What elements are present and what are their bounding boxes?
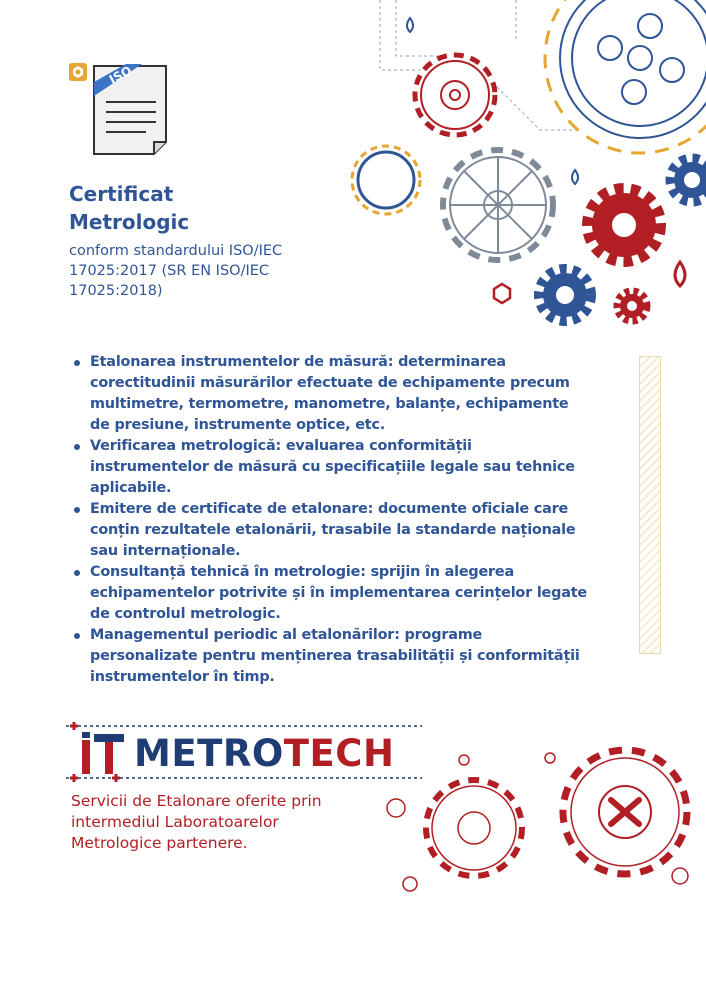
metrotech-wordmark bbox=[134, 733, 394, 775]
drop-icon bbox=[572, 170, 578, 184]
blue-gear-small-icon bbox=[670, 158, 706, 202]
iso-document-icon bbox=[66, 60, 172, 158]
services-list bbox=[72, 352, 592, 688]
red-outline-gear-icon bbox=[415, 55, 495, 135]
gear-right-icon bbox=[563, 750, 687, 874]
ring-icon bbox=[352, 146, 420, 214]
gray-gear-icon bbox=[443, 150, 553, 260]
small-circle-icon bbox=[387, 799, 405, 817]
red-gear-small-icon bbox=[617, 291, 647, 321]
title-line-1: Certificat bbox=[69, 182, 174, 206]
service-item: Verificarea metrologică: evaluarea conformității instrumentelor de măsură cu specificațiile legale sau tehnice aplicabile. bbox=[72, 436, 592, 499]
hexagon-icon bbox=[494, 284, 510, 303]
service-item: Consultanță tehnică în metrologie: sprijin în alegerea echipamentelor potrivite și în implementarea cerințelor legate de controlul metrologic. bbox=[72, 562, 592, 625]
gear-left-icon bbox=[426, 780, 522, 876]
logo-mark-icon bbox=[82, 732, 124, 774]
gears-illustration-top bbox=[340, 0, 706, 340]
logo-tech-text: TECH bbox=[283, 732, 395, 775]
service-item: Etalonarea instrumentelor de măsură: determinarea corectitudinii măsurărilor efectuate de echipamente precum multimetre, termometre, manometre, balanțe, echipamente de presiune, instrumente optice, etc. bbox=[72, 352, 592, 436]
iso-badge-text: ISO bbox=[106, 63, 134, 87]
logo-metro-text: METRO bbox=[134, 732, 284, 775]
title-line-2: Metrologic bbox=[69, 210, 190, 234]
page-subtitle: conform standardului ISO/IEC 17025:2017 (SR EN ISO/IEC 17025:2018) bbox=[69, 243, 283, 299]
blue-gear-icon bbox=[539, 269, 591, 321]
gears-illustration-bottom bbox=[380, 740, 706, 900]
decorative-side-bar bbox=[639, 356, 661, 654]
drop-red-icon bbox=[675, 262, 685, 286]
service-item: Emitere de certificate de etalonare: documente oficiale care conțin rezultatele etalonării, trasabile la standarde naționale sau internaționale. bbox=[72, 499, 592, 562]
red-gear-icon bbox=[588, 189, 660, 261]
page-title bbox=[69, 180, 189, 236]
service-item: Managementul periodic al etalonărilor: programe personalizate pentru menținerea trasabilității și conformității instrumentelor în timp. bbox=[72, 625, 592, 688]
partner-text: Servicii de Etalonare oferite prin intermediul Laboratoarelor Metrologice partenere. bbox=[71, 792, 322, 852]
